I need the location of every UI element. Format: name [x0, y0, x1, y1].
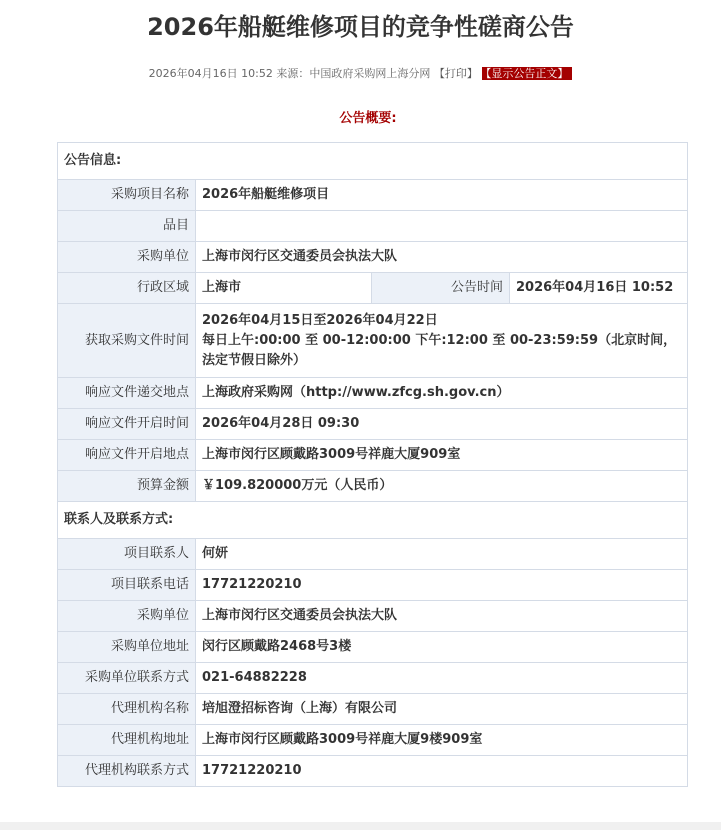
table-row [58, 539, 688, 570]
submit-place-label: 响应文件递交地点 [58, 378, 196, 409]
table-row [58, 242, 688, 273]
agency-tel-value: 17721220210 [196, 756, 688, 787]
table-row [58, 725, 688, 756]
purchaser-label: 采购单位 [58, 242, 196, 273]
publish-date: 2026年04月16日 10:52 [148, 67, 273, 80]
show-full-text-button[interactable]: 【显示公告正文】 [482, 67, 573, 80]
project-name-label: 采购项目名称 [58, 180, 196, 211]
contact-purchaser-label: 采购单位 [58, 601, 196, 632]
agency-addr-value: 上海市闵行区顾戴路3009号祥鹿大厦9楼909室 [196, 725, 688, 756]
table-row [58, 440, 688, 471]
agency-value: 培旭澄招标咨询（上海）有限公司 [196, 694, 688, 725]
table-row [58, 632, 688, 663]
print-link[interactable]: 【打印】 [433, 67, 478, 80]
table-row [58, 471, 688, 502]
agency-addr-label: 代理机构地址 [58, 725, 196, 756]
table-row [58, 694, 688, 725]
announcement-table [57, 142, 688, 787]
table-row [58, 304, 688, 378]
contact-value: 何妍 [196, 539, 688, 570]
table-row [58, 601, 688, 632]
open-time-label: 响应文件开启时间 [58, 409, 196, 440]
table-row [58, 409, 688, 440]
phone-value: 17721220210 [196, 570, 688, 601]
region-label: 行政区域 [58, 273, 196, 304]
contact-purchaser-value: 上海市闵行区交通委员会执法大队 [196, 601, 688, 632]
region-value: 上海市 [196, 273, 372, 304]
contact-label: 项目联系人 [58, 539, 196, 570]
table-row [58, 570, 688, 601]
purchaser-addr-label: 采购单位地址 [58, 632, 196, 663]
open-time-value: 2026年04月28日 09:30 [196, 409, 688, 440]
meta-line [0, 66, 721, 82]
open-place-value: 上海市闵行区顾戴路3009号祥鹿大厦909室 [196, 440, 688, 471]
table-row [58, 378, 688, 409]
purchaser-tel-label: 采购单位联系方式 [58, 663, 196, 694]
purchaser-tel-value: 021-64882228 [196, 663, 688, 694]
category-value [196, 211, 688, 242]
submit-place-value: 上海政府采购网（http://www.zfcg.sh.gov.cn） [196, 378, 688, 409]
agency-tel-label: 代理机构联系方式 [58, 756, 196, 787]
source-label: 来源： [276, 67, 310, 80]
agency-label: 代理机构名称 [58, 694, 196, 725]
doc-time-value [196, 304, 688, 378]
section-announcement-info: 公告信息: [58, 143, 688, 180]
doc-time-label: 获取采购文件时间 [58, 304, 196, 378]
page-title: 2026年船艇维修项目的竞争性磋商公告 [147, 13, 574, 41]
page-footer-bar [0, 822, 721, 830]
budget-value: ￥109.820000万元（人民币） [196, 471, 688, 502]
table-row [58, 663, 688, 694]
section-contacts: 联系人及联系方式: [58, 502, 688, 539]
table-row [58, 211, 688, 242]
phone-label: 项目联系电话 [58, 570, 196, 601]
purchaser-value: 上海市闵行区交通委员会执法大队 [196, 242, 688, 273]
project-name-value: 2026年船艇维修项目 [196, 180, 688, 211]
pub-time-value: 2026年04月16日 10:52 [510, 273, 688, 304]
purchaser-addr-value: 闵行区顾戴路2468号3楼 [196, 632, 688, 663]
category-label: 品目 [58, 211, 196, 242]
doc-time-range: 2026年04月15日至2026年04月22日 [202, 312, 438, 328]
doc-time-daily: 每日上午:00:00 至 00-12:00:00 下午:12:00 至 00-23:59:59（北京时间，法定节假日除外） [202, 332, 677, 368]
pub-time-label: 公告时间 [372, 273, 510, 304]
source-name: 中国政府采购网上海分网 [309, 67, 431, 80]
table-row [58, 273, 688, 304]
table-row [58, 180, 688, 211]
table-row [58, 756, 688, 787]
budget-label: 预算金额 [58, 471, 196, 502]
summary-heading: 公告概要: [339, 111, 397, 126]
open-place-label: 响应文件开启地点 [58, 440, 196, 471]
